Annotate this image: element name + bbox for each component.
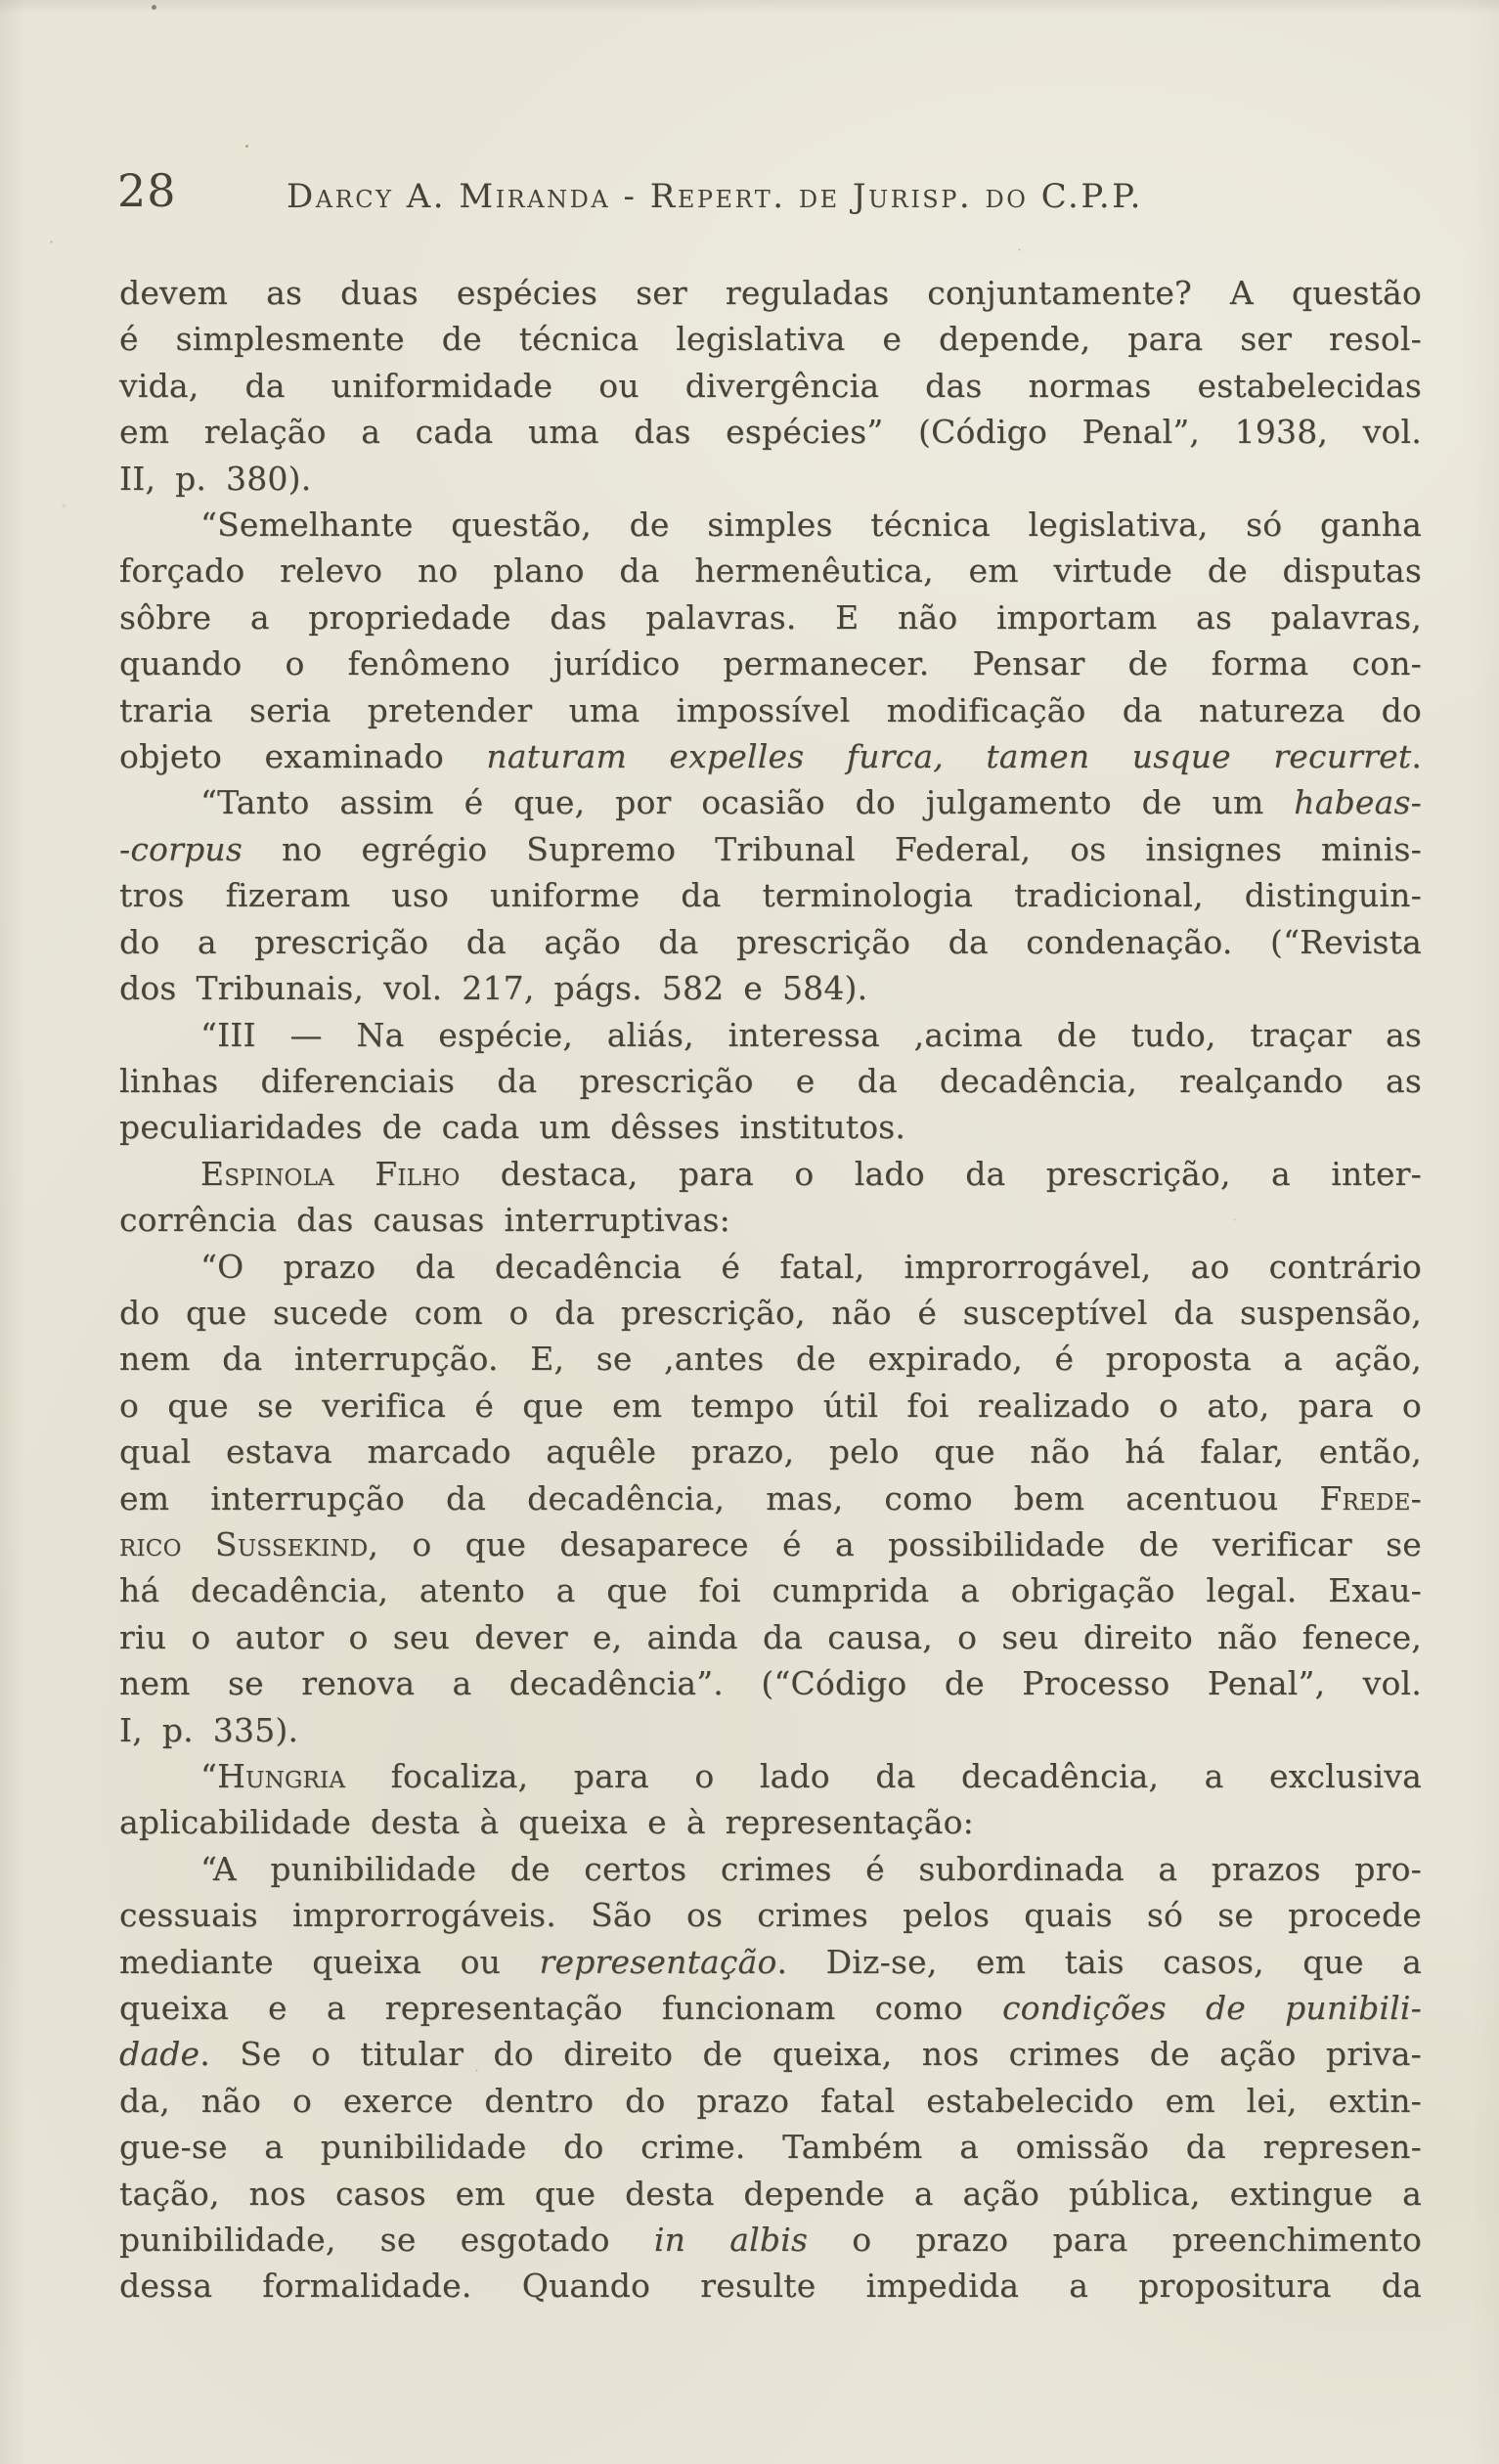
- text-run: o que se verifica é que em tempo útil foi realizado o ato, para o: [119, 1386, 1422, 1425]
- page-body: [119, 270, 1422, 2310]
- text-line: [119, 1614, 1422, 1660]
- text-line: [119, 1383, 1422, 1429]
- text-line: [119, 1707, 1422, 1753]
- text-run: vida, da uniformidade ou divergência das normas estabelecidas: [119, 366, 1422, 405]
- smallcaps-name: rico Sussekind: [119, 1524, 369, 1563]
- italic-text: condições de punibili-: [1001, 1989, 1423, 2028]
- text-line: [119, 1567, 1422, 1613]
- text-run: o prazo para preenchimento: [808, 2221, 1423, 2260]
- text-run: “III — Na espécie, aliás, interessa ,acima de tudo, traçar as: [200, 1015, 1422, 1054]
- smallcaps-name: Espinola Filho: [200, 1154, 461, 1193]
- text-run: “A punibilidade de certos crimes é subordinada a prazos pro-: [200, 1849, 1422, 1888]
- text-run: I, p. 335).: [119, 1710, 299, 1749]
- smallcaps-name: Hungria: [217, 1757, 346, 1795]
- text-line: [119, 1244, 1422, 1290]
- text-line: [119, 1290, 1422, 1336]
- text-run: “: [200, 1757, 218, 1795]
- paper-speck: [152, 5, 156, 10]
- italic-text: naturam expelles furca, tamen usque recurret: [486, 737, 1412, 776]
- text-run: . Se o titular do direito de queixa, nos crimes de ação priva-: [199, 2035, 1422, 2074]
- text-line: [119, 456, 1422, 502]
- text-run: forçado relevo no plano da hermenêutica, em virtude de disputas: [119, 551, 1422, 591]
- text-line: [119, 1429, 1422, 1474]
- text-line: [119, 965, 1422, 1011]
- text-run: .: [1411, 737, 1423, 776]
- text-line: [119, 1660, 1422, 1706]
- text-line: [119, 2031, 1422, 2077]
- text-run: dessa formalidade. Quando resulte impedida a propositura da: [119, 2266, 1422, 2306]
- text-line: [119, 548, 1422, 594]
- text-run: aplicabilidade desta à queixa e à representação:: [119, 1803, 974, 1842]
- text-run: qual estava marcado aquêle prazo, pelo que não há falar, então,: [119, 1432, 1422, 1472]
- text-line: [119, 1985, 1422, 2031]
- text-run: nem da interrupção. E, se ,antes de expirado, é proposta a ação,: [119, 1340, 1422, 1379]
- text-line: [119, 919, 1422, 965]
- text-line: [119, 1892, 1422, 1938]
- text-line: [119, 779, 1422, 825]
- text-run: riu o autor o seu dever e, ainda da causa, o seu direito não fenece,: [119, 1617, 1422, 1656]
- text-line: [119, 826, 1422, 872]
- text-line: [119, 1058, 1422, 1104]
- text-line: [119, 1521, 1422, 1567]
- text-run: “O prazo da decadência é fatal, improrrogável, ao contrário: [200, 1247, 1422, 1286]
- text-run: objeto examinado: [119, 737, 487, 776]
- text-run: focaliza, para o lado da decadência, a exclusiva: [345, 1757, 1422, 1795]
- text-run: corrência das causas interruptivas:: [119, 1201, 730, 1240]
- text-line: [119, 1846, 1422, 1892]
- text-line: [119, 1151, 1422, 1197]
- text-line: [119, 687, 1422, 733]
- text-line: [119, 270, 1422, 316]
- text-run: . Diz-se, em tais casos, que a: [776, 1942, 1422, 1981]
- text-run: traria seria pretender uma impossível modificação da natureza do: [119, 690, 1422, 729]
- text-line: [119, 1336, 1422, 1382]
- text-run: tação, nos casos em que desta depende a ação pública, extingue a: [119, 2174, 1422, 2213]
- text-line: [119, 733, 1422, 779]
- text-line: [119, 1012, 1422, 1058]
- text-line: [119, 872, 1422, 918]
- text-run: devem as duas espécies ser reguladas conjuntamente? A questão: [119, 274, 1422, 312]
- text-run: do que sucede com o da prescrição, não é susceptível da suspensão,: [119, 1293, 1422, 1332]
- text-line: [119, 409, 1422, 455]
- text-run: tros fizeram uso uniforme da terminologia tradicional, distinguin-: [119, 876, 1422, 915]
- italic-text: habeas-: [1294, 783, 1422, 822]
- italic-text: dade: [119, 2035, 200, 2074]
- text-line: [119, 2124, 1422, 2170]
- text-run: punibilidade, se esgotado: [119, 2221, 654, 2260]
- text-line: [119, 1753, 1422, 1799]
- page-number: 28: [117, 164, 177, 217]
- text-run: dos Tribunais, vol. 217, págs. 582 e 584).: [119, 969, 868, 1008]
- italic-text: representação: [539, 1942, 777, 1981]
- text-run: gue-se a punibilidade do crime. Também a omissão da represen-: [119, 2128, 1422, 2167]
- text-run: sôbre a propriedade das palavras. E não importam as palavras,: [119, 597, 1422, 637]
- text-run: em interrupção da decadência, mas, como bem acentuou: [119, 1478, 1320, 1518]
- text-line: [119, 2171, 1422, 2217]
- text-run: nem se renova a decadência”. (“Código de Processo Penal”, vol.: [119, 1664, 1422, 1703]
- text-line: [119, 2263, 1422, 2309]
- text-run: , o que desaparece é a possibilidade de verificar se: [368, 1524, 1422, 1563]
- text-run: linhas diferenciais da prescrição e da decadência, realçando as: [119, 1061, 1422, 1100]
- text-run: no egrégio Supremo Tribunal Federal, os insignes minis-: [242, 829, 1422, 868]
- text-run: destaca, para o lado da prescrição, a inter-: [460, 1154, 1422, 1193]
- text-run: peculiaridades de cada um dêsses institutos.: [119, 1108, 906, 1147]
- text-run: da, não o exerce dentro do prazo fatal estabelecido em lei, extin-: [119, 2081, 1422, 2120]
- text-run: mediante queixa ou: [119, 1942, 540, 1981]
- text-line: [119, 2217, 1422, 2263]
- text-line: [119, 1799, 1422, 1845]
- text-line: [119, 594, 1422, 640]
- text-run: há decadência, atento a que foi cumprida a obrigação legal. Exau-: [119, 1571, 1422, 1610]
- text-line: [119, 1197, 1422, 1243]
- text-run: quando o fenômeno jurídico permanecer. Pensar de forma con-: [119, 644, 1422, 683]
- text-run: em relação a cada uma das espécies” (Código Penal”, 1938, vol.: [119, 413, 1422, 452]
- text-line: [119, 363, 1422, 409]
- text-run: II, p. 380).: [119, 459, 312, 498]
- text-run: cessuais improrrogáveis. São os crimes pelos quais só se procede: [119, 1896, 1422, 1935]
- text-line: [119, 316, 1422, 362]
- running-header: Darcy A. Miranda - Repert. de Jurisp. do C.P.P.: [287, 177, 1143, 216]
- text-line: [119, 1104, 1422, 1150]
- text-line: [119, 1475, 1422, 1521]
- text-run: queixa e a representação funcionam como: [119, 1989, 1002, 2028]
- italic-text: in albis: [653, 2221, 809, 2260]
- text-line: [119, 2078, 1422, 2124]
- text-line: [119, 502, 1422, 548]
- text-run: “Semelhante questão, de simples técnica legislativa, só ganha: [200, 506, 1422, 545]
- text-run: é simplesmente de técnica legislativa e depende, para ser resol-: [119, 320, 1422, 359]
- italic-text: -corpus: [119, 829, 242, 868]
- smallcaps-name: Frede-: [1319, 1478, 1422, 1518]
- text-line: [119, 1939, 1422, 1985]
- text-line: [119, 640, 1422, 686]
- text-run: do a prescrição da ação da prescrição da condenação. (“Revista: [119, 922, 1422, 961]
- text-run: “Tanto assim é que, por ocasião do julgamento de um: [200, 783, 1295, 822]
